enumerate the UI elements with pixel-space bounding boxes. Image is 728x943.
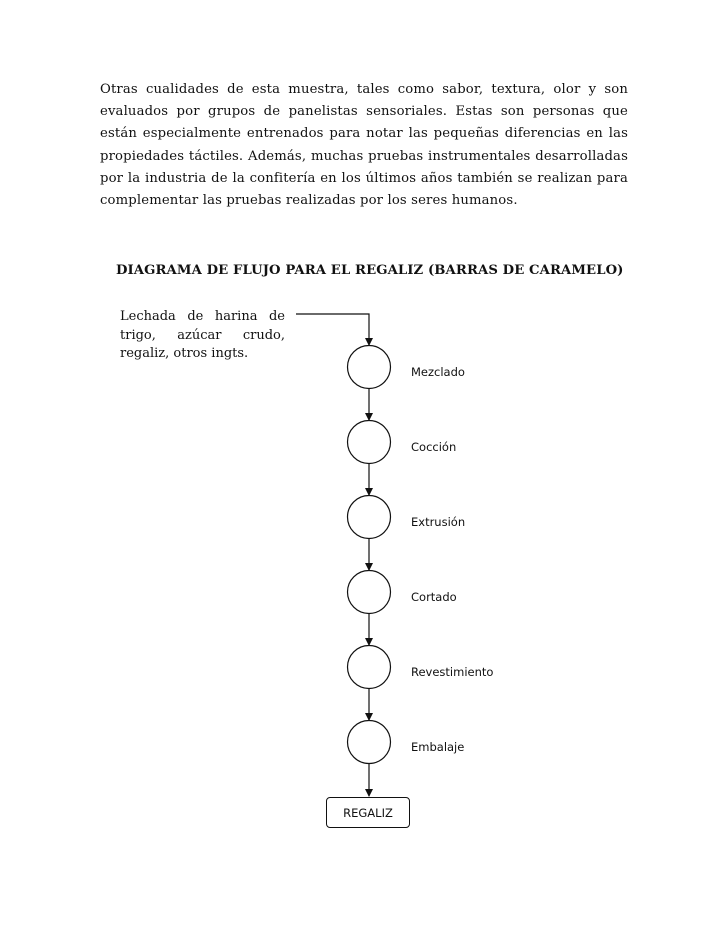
step-label-mezclado: Mezclado [411, 365, 465, 379]
step-label-embalaje: Embalaje [411, 740, 465, 754]
intro-paragraph: Otras cualidades de esta muestra, tales como sabor, textura, olor y son evaluados por grupos de panelistas sensoriales. Estas son personas que están especialmente entrenados para notar las pequeñas diferencias en las propiedades táctiles. Además, muchas pruebas instrumentales desarrolladas por la industria de la confitería en los últimos años también se realizan para complementar las pruebas realizadas por los seres humanos. [100, 82, 628, 209]
output-label: REGALIZ [343, 805, 393, 820]
step-label-coccion: Cocción [411, 440, 457, 454]
step-circle-coccion [348, 421, 391, 464]
input-ingredients-label: Lechada de harina de trigo, azúcar crudo, regaliz, otros ingts. [120, 309, 285, 361]
input-connector-line [296, 314, 369, 345]
step-label-extrusion: Extrusión [411, 515, 466, 529]
step-circle-mezclado [348, 346, 391, 389]
step-label-revestimiento: Revestimiento [411, 665, 494, 679]
step-circle-revestimiento [348, 646, 391, 689]
step-circle-embalaje [348, 721, 391, 764]
step-label-cortado: Cortado [411, 590, 457, 604]
step-circle-cortado [348, 571, 391, 614]
diagram-title: DIAGRAMA DE FLUJO PARA EL REGALIZ (BARRAS DE CARAMELO) [116, 263, 624, 278]
step-circle-extrusion [348, 496, 391, 539]
output-box-regaliz [326, 797, 410, 828]
